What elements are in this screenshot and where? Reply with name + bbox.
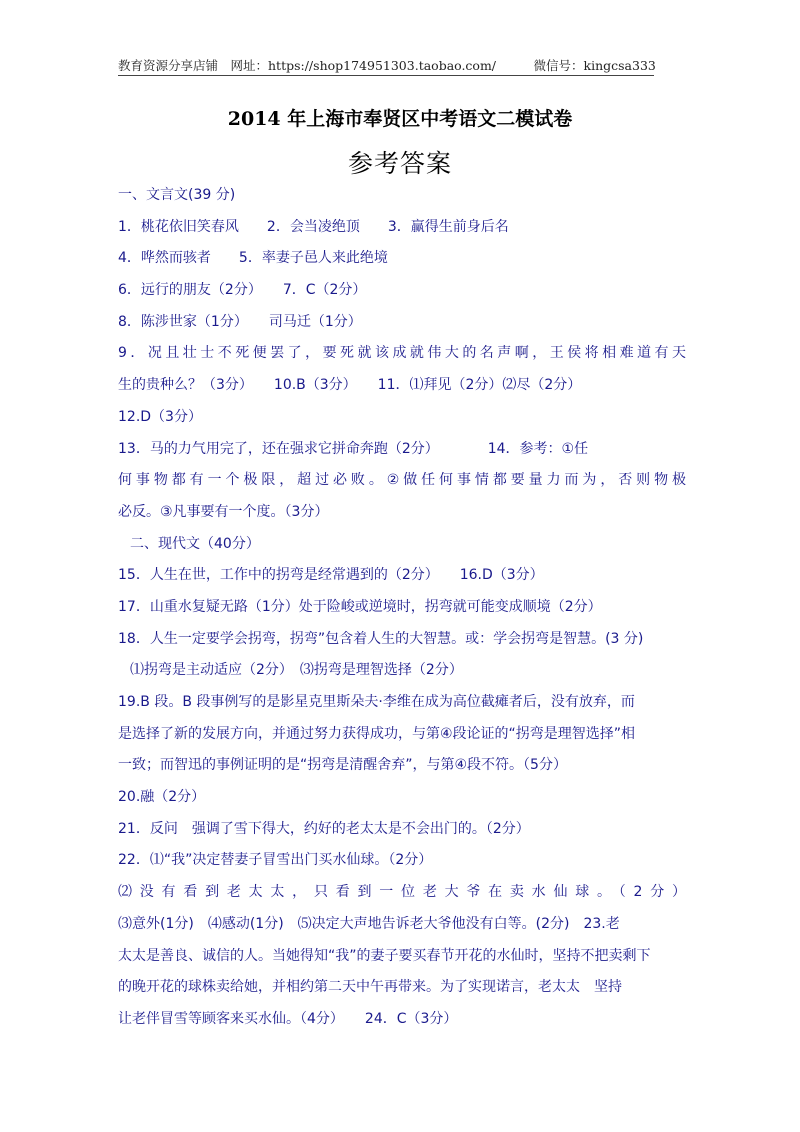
- answer-line: 太太是善良、诚信的人。当她得知“我”的妻子要买春节开花的水仙时，坚持不把卖剩下: [118, 947, 651, 964]
- answer-line: 让老伴冒雪等顾客来买水仙。（4分） 24．C（3分）: [118, 1010, 458, 1027]
- answer-line: 15．人生在世，工作中的拐弯是经常遇到的（2分） 16.D（3分）: [118, 567, 544, 584]
- answer-line: 20.融（2分）: [118, 789, 206, 806]
- page-header: 教育资源分享店铺 网址：https://shop174951303.taobao.com/ 微信号：kingcsa333: [118, 58, 656, 73]
- answer-line: 12.D（3分）: [118, 408, 202, 425]
- answer-line: 何事物都有一个极限，超过必败。②做任何事情都要量力而为，否则物极: [118, 472, 686, 489]
- answer-line: 一致；而智迅的事例证明的是“拐弯是清醒舍弃”，与第④段不符。（5分）: [118, 757, 567, 774]
- document-subtitle: 参考答案: [347, 149, 452, 178]
- section-heading-classical: 一、文言文(39 分): [118, 187, 236, 203]
- answer-line: 是选择了新的发展方向，并通过努力获得成功，与第④段论证的“拐弯是理智选择”相: [118, 725, 636, 742]
- header-divider: [118, 75, 654, 76]
- answer-line: 的晚开花的球株卖给她，并相约第二天中午再带来。为了实现诺言，老太太 坚持: [118, 979, 622, 996]
- answer-line: 21．反问 强调了雪下得大，约好的老太太是不会出门的。（2分）: [118, 820, 530, 837]
- section-heading-modern: 二、现代文（40分）: [130, 535, 260, 552]
- answer-line: 19.B 段。B 段事例写的是影星克里斯朵夫·李维在成为高位截瘫者后，没有放弃，而: [118, 694, 635, 710]
- answer-line: 17．山重水复疑无路（1分）处于险峻或逆境时，拐弯就可能变成顺境（2分）: [118, 598, 602, 615]
- answer-line: 4．哗然而骇者 5．率妻子邑人来此绝境: [118, 250, 388, 267]
- answer-line: 必反。③凡事要有一个度。（3分）: [118, 503, 329, 520]
- answer-line: 9．况且壮士不死便罢了，要死就该成就伟大的名声啊，王侯将相难道有天: [118, 345, 686, 362]
- answer-line: 6．远行的朋友（2分） 7．C（2分）: [118, 282, 367, 299]
- answer-line: 生的贵种么？（3分） 10.B（3分） 11．⑴拜见（2分）⑵尽（2分）: [118, 377, 582, 394]
- document-title: 2014 年上海市奉贤区中考语文二模试卷: [227, 108, 573, 130]
- answer-line: ⑴拐弯是主动适应（2分） ⑶拐弯是理智选择（2分）: [130, 662, 463, 679]
- answer-line: 18．人生一定要学会拐弯，拐弯”包含着人生的大智慧。或：学会拐弯是智慧。(3 分): [118, 630, 644, 647]
- answer-content: [118, 180, 686, 1036]
- answer-line: ⑵没有看到老太太，只看到一位老大爷在卖水仙球。（2分）: [118, 884, 686, 901]
- answer-line: 22．⑴“我”决定替妻子冒雪出门买水仙球。（2分）: [118, 852, 433, 869]
- answer-line: 8．陈涉世家（1分） 司马迁（1分）: [118, 313, 362, 330]
- answer-line: 13．马的力气用完了，还在强求它拼命奔跑（2分） 14．参考：①任: [118, 440, 589, 457]
- answer-line: 1．桃花依旧笑春风 2．会当凌绝顶 3．赢得生前身后名: [118, 218, 509, 235]
- answer-line: ⑶意外(1分) ⑷感动(1分) ⑸决定大声地告诉老大爷他没有白等。(2分) 23.老: [118, 915, 620, 932]
